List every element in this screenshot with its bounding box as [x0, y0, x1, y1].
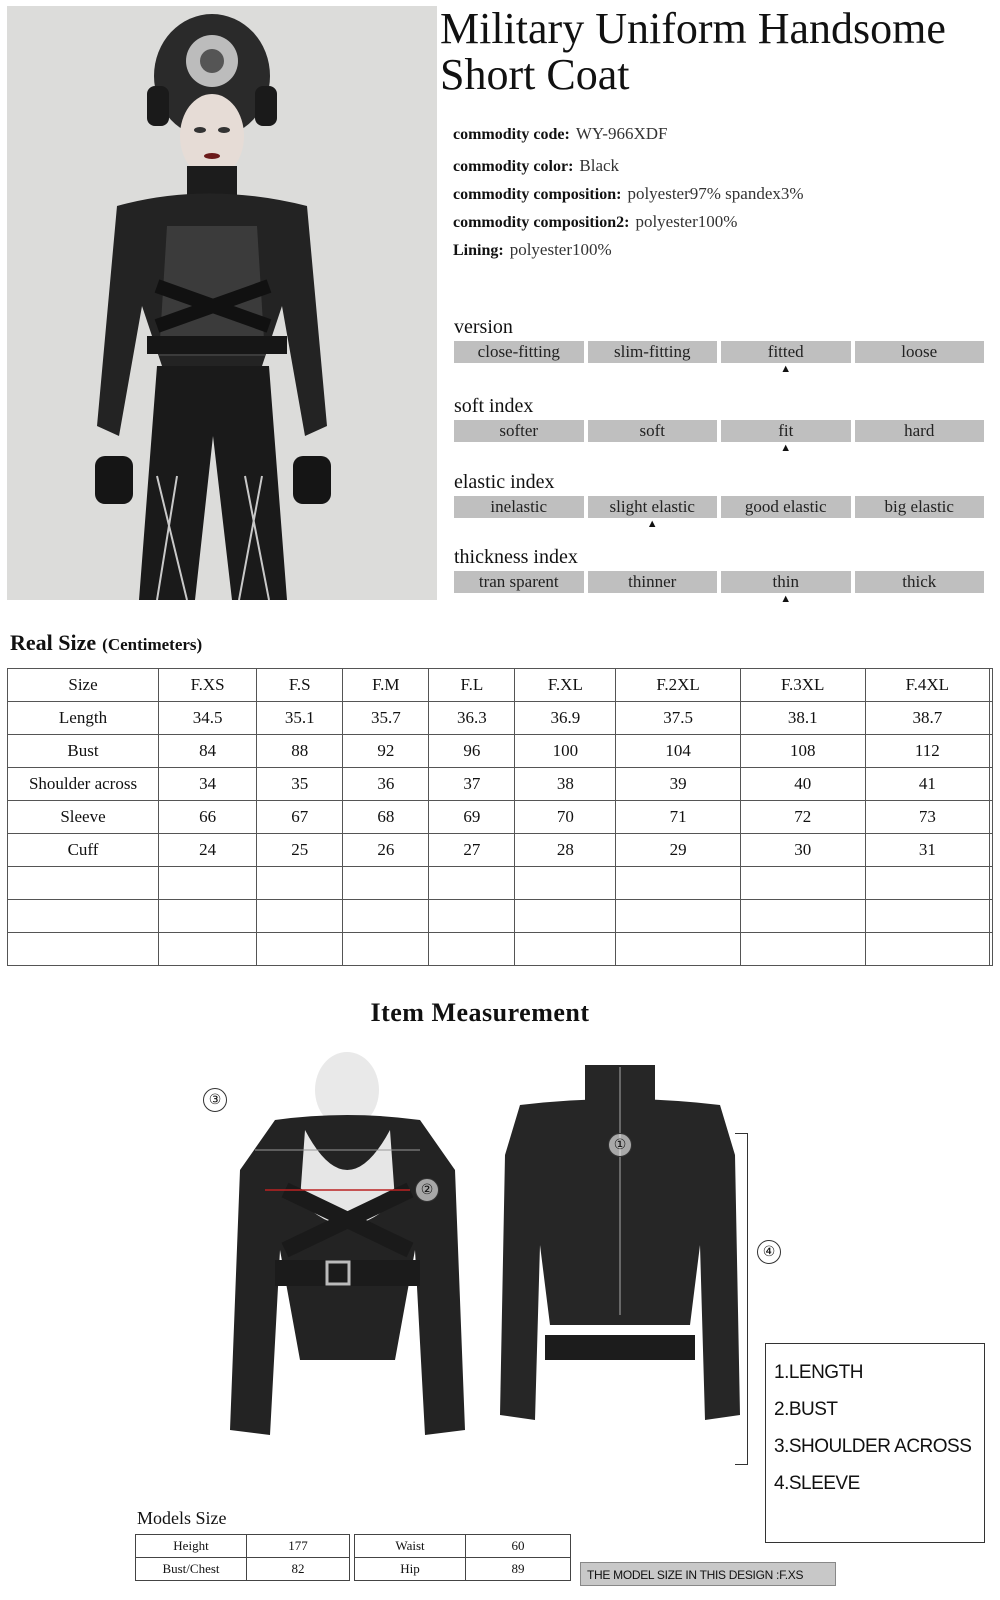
models-table-left: [135, 1534, 350, 1581]
table-row: [8, 834, 993, 867]
model-value: 89: [466, 1558, 571, 1581]
index-bar: [454, 341, 984, 363]
table-cell: 28: [515, 834, 616, 867]
model-value: 60: [466, 1535, 571, 1558]
callout-4: ④: [757, 1240, 781, 1264]
spec-key: commodity color:: [453, 158, 574, 175]
table-cell: [865, 867, 990, 900]
table-cell: [990, 735, 993, 768]
index-markers: [454, 442, 984, 454]
table-row: [8, 702, 993, 735]
table-cell: F.L: [429, 669, 515, 702]
index-bar: [454, 420, 984, 442]
table-cell: [740, 900, 865, 933]
measurement-title: Item Measurement: [370, 998, 590, 1027]
index-option: thick: [855, 571, 985, 593]
table-cell: 34.5: [159, 702, 257, 735]
model-value: 82: [247, 1558, 350, 1581]
table-cell: 41: [865, 768, 990, 801]
table-cell: [159, 867, 257, 900]
callout-3: ③: [203, 1088, 227, 1112]
version-index: [454, 316, 984, 375]
table-cell: 37.5: [616, 702, 741, 735]
index-option: soft: [588, 420, 718, 442]
table-cell: 36.3: [429, 702, 515, 735]
table-header-row: [8, 669, 993, 702]
table-cell: 108: [740, 735, 865, 768]
spec-value: polyester100%: [635, 212, 738, 231]
index-title: thickness index: [454, 546, 578, 568]
table-cell: 24: [159, 834, 257, 867]
table-cell: [990, 867, 993, 900]
table-cell: 73: [865, 801, 990, 834]
table-row: [8, 867, 993, 900]
models-table-right: [354, 1534, 571, 1581]
table-cell: [429, 867, 515, 900]
index-option: tran sparent: [454, 571, 584, 593]
spec-value: polyester97% spandex3%: [627, 184, 804, 203]
table-cell: 70: [515, 801, 616, 834]
table-cell: [616, 900, 741, 933]
selected-marker-icon: ▲: [780, 363, 792, 375]
back-garment-image: [500, 1065, 740, 1460]
table-cell: [865, 933, 990, 966]
table-cell: 26: [343, 834, 429, 867]
table-cell: [740, 933, 865, 966]
legend-item: 3.SHOULDER ACROSS: [774, 1436, 972, 1457]
table-row: [136, 1535, 350, 1558]
table-cell: F.2XL: [616, 669, 741, 702]
model-photo: [7, 6, 437, 600]
model-key: Hip: [355, 1558, 466, 1581]
selected-marker-icon: ▲: [780, 593, 792, 605]
spec-row: [453, 236, 804, 264]
table-cell: F.S: [257, 669, 343, 702]
table-cell: [343, 933, 429, 966]
elastic-index: [454, 471, 984, 530]
table-cell: 36.9: [515, 702, 616, 735]
table-cell: [159, 900, 257, 933]
sleeve-bracket: [735, 1133, 748, 1465]
table-cell: [990, 900, 993, 933]
table-cell: 35.7: [343, 702, 429, 735]
model-value: 177: [247, 1535, 350, 1558]
table-cell: 72: [740, 801, 865, 834]
table-cell: 39: [616, 768, 741, 801]
index-option: close-fitting: [454, 341, 584, 363]
table-cell: 40: [740, 768, 865, 801]
table-row: [8, 900, 993, 933]
table-cell: F.XL: [515, 669, 616, 702]
index-option: slim-fitting: [588, 341, 718, 363]
models-size-title: Models Size: [137, 1508, 227, 1528]
index-markers: [454, 363, 984, 375]
legend-item: 2.BUST: [774, 1399, 838, 1420]
spec-row: [453, 152, 804, 180]
row-label: Shoulder across: [8, 768, 159, 801]
real-size-title: [10, 630, 202, 656]
table-cell: 25: [257, 834, 343, 867]
real-size-unit: (Centimeters): [102, 635, 203, 654]
table-cell: [990, 669, 993, 702]
index-title: version: [454, 316, 513, 338]
table-cell: 104: [616, 735, 741, 768]
table-cell: [429, 933, 515, 966]
soft-index: [454, 395, 984, 454]
table-cell: F.4XL: [865, 669, 990, 702]
spec-value: polyester100%: [509, 240, 612, 259]
index-title: elastic index: [454, 471, 555, 493]
legend-item: 1.LENGTH: [774, 1362, 863, 1383]
table-cell: 66: [159, 801, 257, 834]
table-cell: [159, 933, 257, 966]
table-cell: [990, 801, 993, 834]
row-label: [8, 900, 159, 933]
table-cell: [257, 933, 343, 966]
legend-item: 4.SLEEVE: [774, 1473, 860, 1494]
table-cell: [990, 834, 993, 867]
table-row: [355, 1558, 571, 1581]
model-key: Bust/Chest: [136, 1558, 247, 1581]
index-title: soft index: [454, 395, 534, 417]
product-title-line2: Short Coat: [440, 50, 630, 99]
table-row: [8, 933, 993, 966]
table-cell: [990, 702, 993, 735]
table-cell: 37: [429, 768, 515, 801]
index-option: good elastic: [721, 496, 851, 518]
table-cell: 30: [740, 834, 865, 867]
table-row: [8, 735, 993, 768]
index-option: thin: [721, 571, 851, 593]
selected-marker-icon: ▲: [646, 518, 658, 530]
model-size-note: THE MODEL SIZE IN THIS DESIGN :F.XS: [580, 1562, 836, 1586]
row-label: Size: [8, 669, 159, 702]
table-cell: F.3XL: [740, 669, 865, 702]
index-markers: [454, 518, 984, 530]
spec-list: [453, 120, 804, 264]
table-row: [136, 1558, 350, 1581]
table-cell: 27: [429, 834, 515, 867]
table-cell: 35.1: [257, 702, 343, 735]
row-label: [8, 867, 159, 900]
measurement-legend: [765, 1343, 985, 1543]
table-cell: [616, 867, 741, 900]
table-cell: [990, 768, 993, 801]
index-option: slight elastic: [588, 496, 718, 518]
table-cell: 88: [257, 735, 343, 768]
spec-row: [453, 208, 804, 236]
row-label: Cuff: [8, 834, 159, 867]
spec-key: commodity composition2:: [453, 214, 630, 231]
index-option: softer: [454, 420, 584, 442]
table-cell: [616, 933, 741, 966]
table-cell: [865, 900, 990, 933]
callout-1: ①: [608, 1133, 632, 1157]
product-title: [440, 6, 1000, 98]
table-cell: 34: [159, 768, 257, 801]
table-cell: [429, 900, 515, 933]
row-label: [8, 933, 159, 966]
table-cell: [515, 900, 616, 933]
index-option: fitted: [721, 341, 851, 363]
table-cell: 29: [616, 834, 741, 867]
index-option: fit: [721, 420, 851, 442]
table-cell: [343, 867, 429, 900]
table-cell: 38: [515, 768, 616, 801]
index-option: thinner: [588, 571, 718, 593]
table-cell: [740, 867, 865, 900]
table-cell: 100: [515, 735, 616, 768]
table-cell: 36: [343, 768, 429, 801]
index-option: hard: [855, 420, 985, 442]
spec-key: commodity code:: [453, 126, 570, 143]
model-key: Height: [136, 1535, 247, 1558]
product-title-line1: Military Uniform Handsome: [440, 4, 946, 53]
table-row: [8, 801, 993, 834]
table-cell: F.XS: [159, 669, 257, 702]
callout-2: ②: [415, 1178, 439, 1202]
table-cell: [257, 900, 343, 933]
real-size-heading: Real Size: [10, 630, 97, 655]
index-markers: [454, 593, 984, 605]
size-table: [7, 668, 993, 966]
selected-marker-icon: ▲: [780, 442, 792, 454]
spec-row: [453, 120, 804, 148]
index-option: inelastic: [454, 496, 584, 518]
spec-key: commodity composition:: [453, 186, 622, 203]
table-cell: 68: [343, 801, 429, 834]
index-bar: [454, 571, 984, 593]
table-cell: F.M: [343, 669, 429, 702]
thickness-index: [454, 546, 984, 605]
table-cell: 96: [429, 735, 515, 768]
table-cell: 31: [865, 834, 990, 867]
row-label: Length: [8, 702, 159, 735]
table-cell: [515, 867, 616, 900]
index-option: big elastic: [855, 496, 985, 518]
spec-value: Black: [579, 156, 620, 175]
row-label: Sleeve: [8, 801, 159, 834]
index-option: loose: [855, 341, 985, 363]
table-row: [355, 1535, 571, 1558]
spec-row: [453, 180, 804, 208]
table-cell: 67: [257, 801, 343, 834]
index-bar: [454, 496, 984, 518]
table-cell: 35: [257, 768, 343, 801]
table-cell: 38.1: [740, 702, 865, 735]
spec-value: WY-966XDF: [575, 124, 668, 143]
row-label: Bust: [8, 735, 159, 768]
table-cell: 84: [159, 735, 257, 768]
table-cell: 112: [865, 735, 990, 768]
table-cell: [990, 933, 993, 966]
table-cell: [343, 900, 429, 933]
table-row: [8, 768, 993, 801]
table-cell: [515, 933, 616, 966]
table-cell: 71: [616, 801, 741, 834]
table-cell: [257, 867, 343, 900]
front-garment-image: [208, 1050, 480, 1460]
table-cell: 38.7: [865, 702, 990, 735]
model-key: Waist: [355, 1535, 466, 1558]
spec-key: Lining:: [453, 242, 504, 259]
table-cell: 69: [429, 801, 515, 834]
table-cell: 92: [343, 735, 429, 768]
